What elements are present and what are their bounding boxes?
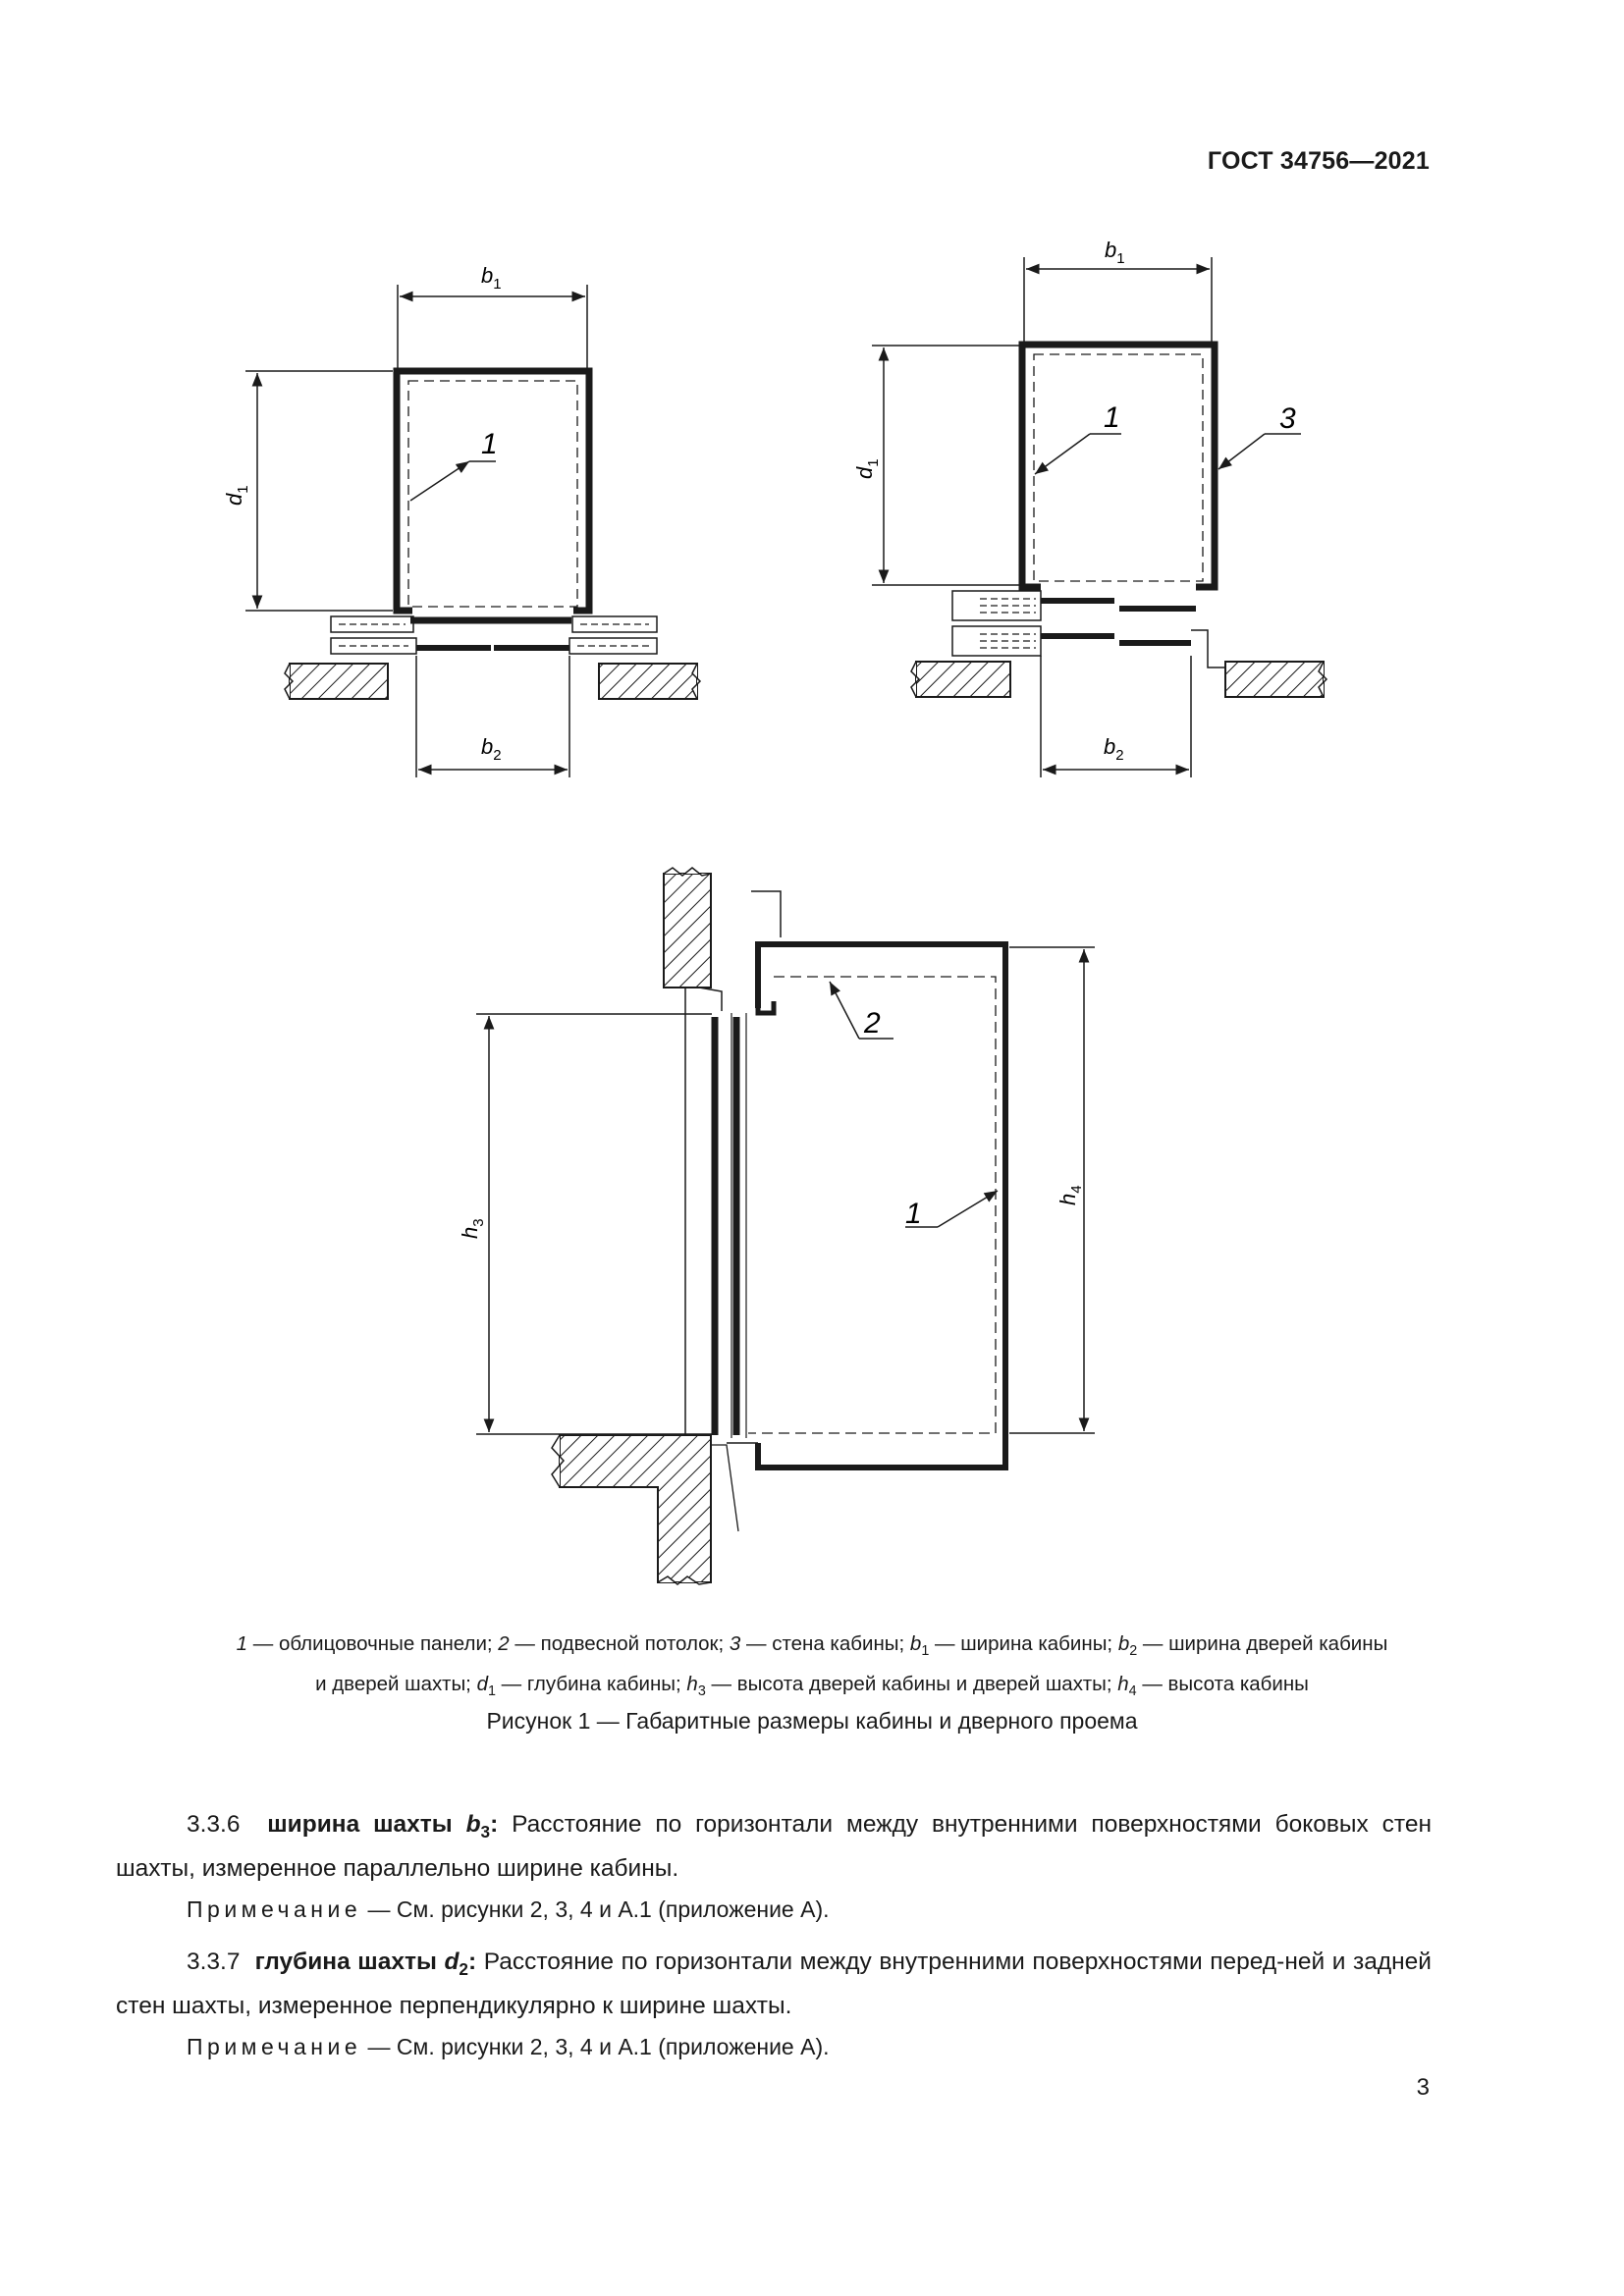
figure-caption: Рисунок 1 — Габаритные размеры кабины и дверного проема — [486, 1708, 1138, 1734]
callout-1-section: 1 — [905, 1198, 922, 1230]
dim-h3-label: $h_3$ — [458, 1218, 487, 1239]
section-view — [458, 868, 1095, 1584]
plan-view-centre-opening — [222, 263, 700, 777]
callout-1-right: 1 — [1104, 401, 1120, 434]
callout-2: 2 — [864, 1007, 881, 1040]
callout-3: 3 — [1279, 402, 1296, 435]
plan-view-side-opening — [852, 238, 1326, 777]
dim-b1-label: $b_1$ — [481, 263, 502, 293]
section-3-3-7: 3.3.7 глубина шахты $d_2$: Расстояние по горизонтали между внутренними поверхностями перед-ней и задней стен шахты, измеренное перпендикулярно к ширине шахты. — [116, 1949, 1432, 2019]
note-3-3-6: Примечание — См. рисунки 2, 3, 4 и А.1 (приложение А). — [187, 1896, 830, 1922]
dim-d1-label: $d_1$ — [222, 485, 251, 506]
note-3-3-7: Примечание — См. рисунки 2, 3, 4 и А.1 (приложение А). — [187, 2034, 830, 2059]
page-number: 3 — [1416, 2074, 1430, 2101]
document-header: ГОСТ 34756—2021 — [1207, 147, 1430, 175]
dim-d1-label-right: $d_1$ — [852, 458, 882, 479]
dim-b1-label-right: $b_1$ — [1105, 238, 1125, 267]
dim-h4-label: $h_4$ — [1056, 1185, 1085, 1205]
figure-legend: 1 — облицовочные панели; 2 — подвесной потолок; 3 — стена кабины; $b_1$ — ширина кабины; $b_2$ — ширина дверей кабины и дверей шахты; $d_1$ — глубина кабины; $h_3$ — высота дверей кабины и дверей шахты; $h_4$ — высота кабины — [236, 1632, 1388, 1700]
dim-b2-label-right: $b_2$ — [1104, 734, 1124, 764]
callout-1: 1 — [481, 428, 498, 460]
dim-b2-label: $b_2$ — [481, 734, 502, 764]
section-3-3-6: 3.3.6 ширина шахты $b_3$: Расстояние по горизонтали между внутренними поверхностями боковых стен шахты, измеренное параллельно ширине кабины. — [116, 1811, 1432, 1882]
